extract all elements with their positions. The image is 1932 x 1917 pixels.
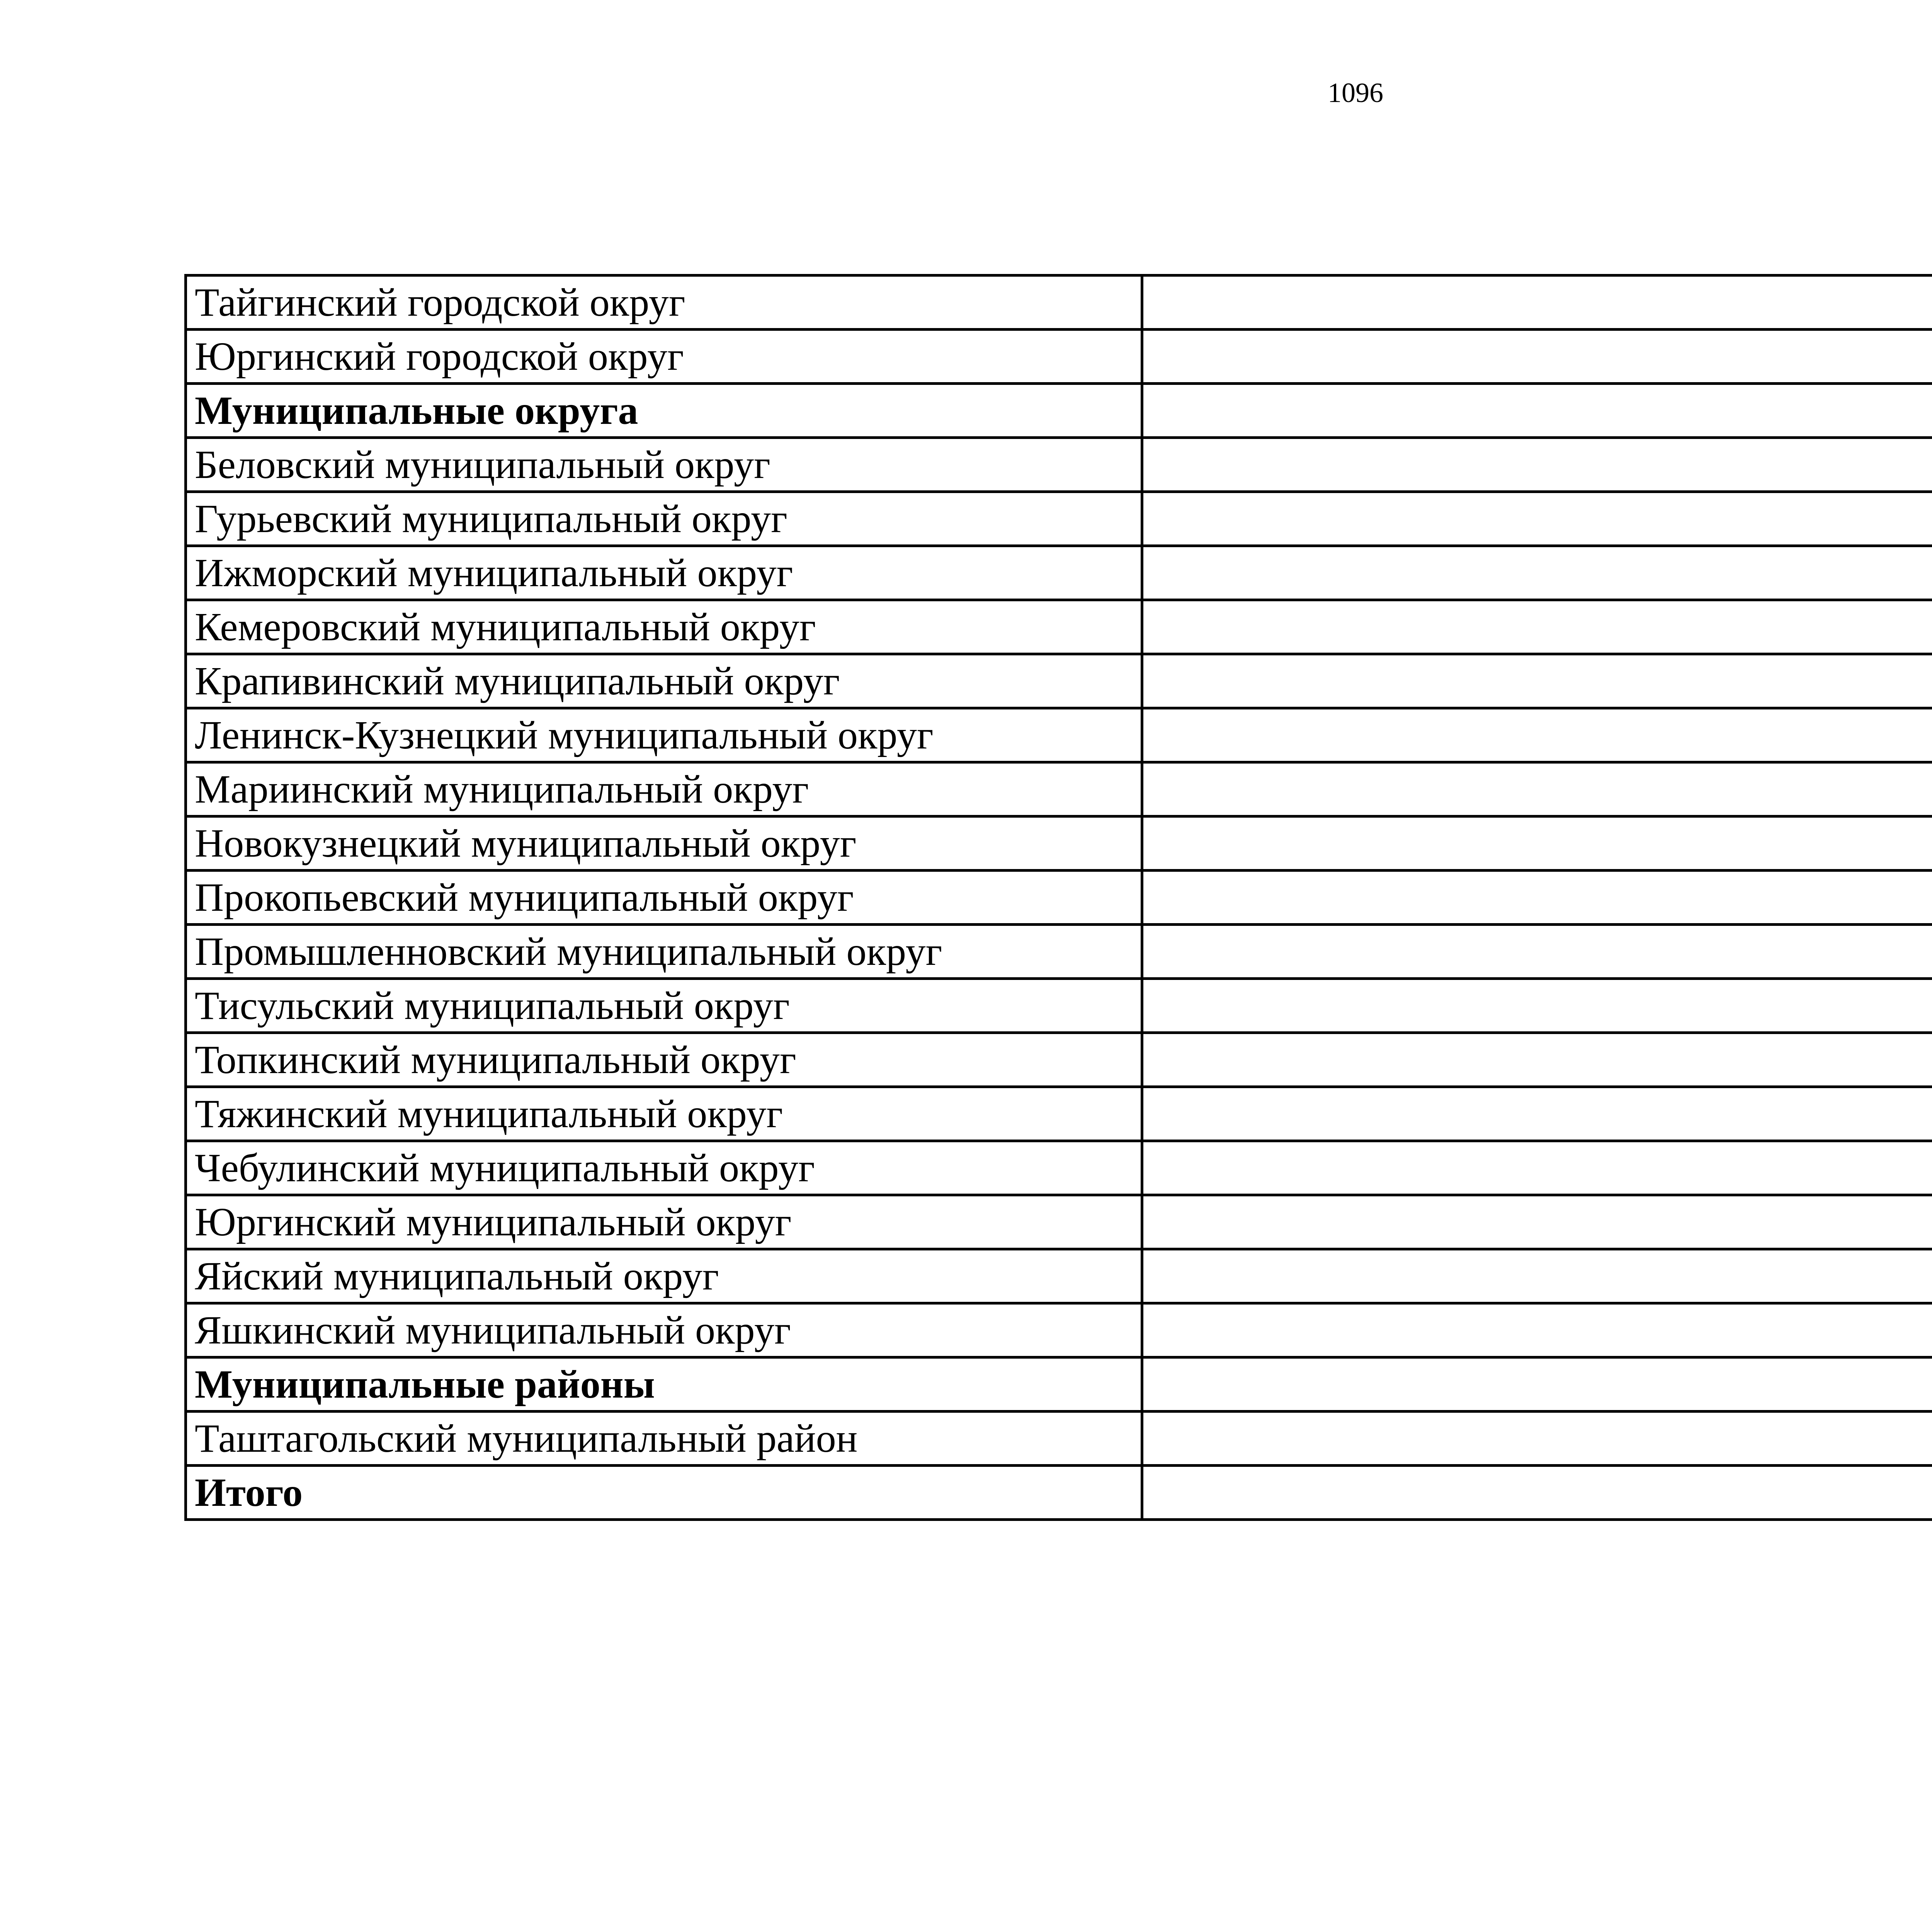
table-row xyxy=(186,276,1932,330)
municipality-name-cell: Ижморский муниципальный округ xyxy=(186,546,1142,600)
table-summary-row xyxy=(186,1357,1932,1412)
amount-cell xyxy=(1142,925,1932,979)
table-row xyxy=(186,438,1932,492)
allocation-table xyxy=(184,274,1932,1521)
table-row xyxy=(186,925,1932,979)
municipality-name-cell: Таштагольский муниципальный район xyxy=(186,1412,1142,1466)
table-row xyxy=(186,654,1932,708)
table-row xyxy=(186,1087,1932,1141)
municipality-name-cell: Крапивинский муниципальный округ xyxy=(186,654,1142,708)
table-body xyxy=(186,276,1932,1520)
municipality-name-cell: Новокузнецкий муниципальный округ xyxy=(186,816,1142,871)
amount-cell xyxy=(1142,600,1932,654)
table-row xyxy=(186,492,1932,546)
table-row xyxy=(186,871,1932,925)
table-row xyxy=(186,600,1932,654)
municipality-name-cell: Чебулинский муниципальный округ xyxy=(186,1141,1142,1195)
municipality-name-cell: Яшкинский муниципальный округ xyxy=(186,1303,1142,1357)
amount-cell xyxy=(1142,1249,1932,1303)
amount-cell xyxy=(1142,1303,1932,1357)
municipality-name-cell: Топкинский муниципальный округ xyxy=(186,1033,1142,1087)
municipality-name-cell: Прокопьевский муниципальный округ xyxy=(186,871,1142,925)
table-row xyxy=(186,979,1932,1033)
table-row xyxy=(186,1412,1932,1466)
table-row xyxy=(186,816,1932,871)
municipality-name-cell: Тисульский муниципальный округ xyxy=(186,979,1142,1033)
amount-cell xyxy=(1142,708,1932,762)
table-row xyxy=(186,1033,1932,1087)
amount-cell xyxy=(1142,654,1932,708)
amount-cell xyxy=(1142,330,1932,384)
amount-cell xyxy=(1142,1195,1932,1249)
municipality-name-cell: Юргинский городской округ xyxy=(186,330,1142,384)
table-row xyxy=(186,1195,1932,1249)
amount-cell xyxy=(1142,979,1932,1033)
amount-cell xyxy=(1142,384,1932,438)
municipality-name-cell: Тяжинский муниципальный округ xyxy=(186,1087,1142,1141)
amount-cell xyxy=(1142,816,1932,871)
table-row xyxy=(186,762,1932,816)
table-summary-row xyxy=(186,384,1932,438)
municipality-name-cell: Яйский муниципальный округ xyxy=(186,1249,1142,1303)
amount-cell xyxy=(1142,546,1932,600)
municipality-name-cell: Итого xyxy=(186,1466,1142,1520)
amount-cell xyxy=(1142,762,1932,816)
municipality-name-cell: Ленинск-Кузнецкий муниципальный округ xyxy=(186,708,1142,762)
amount-cell xyxy=(1142,438,1932,492)
amount-cell xyxy=(1142,1141,1932,1195)
municipality-name-cell: Беловский муниципальный округ xyxy=(186,438,1142,492)
municipality-name-cell: Юргинский муниципальный округ xyxy=(186,1195,1142,1249)
amount-cell xyxy=(1142,276,1932,330)
table-row xyxy=(186,708,1932,762)
municipality-name-cell: Муниципальные районы xyxy=(186,1357,1142,1412)
table-summary-row xyxy=(186,1466,1932,1520)
table-row xyxy=(186,1303,1932,1357)
amount-cell xyxy=(1142,492,1932,546)
table-row xyxy=(186,546,1932,600)
municipality-name-cell: Промышленновский муниципальный округ xyxy=(186,925,1142,979)
amount-cell xyxy=(1142,871,1932,925)
amount-cell xyxy=(1142,1466,1932,1520)
municipality-name-cell: Муниципальные округа xyxy=(186,384,1142,438)
table-row xyxy=(186,1249,1932,1303)
municipality-name-cell: Кемеровский муниципальный округ xyxy=(186,600,1142,654)
table-row xyxy=(186,330,1932,384)
municipality-name-cell: Тайгинский городской округ xyxy=(186,276,1142,330)
amount-cell xyxy=(1142,1412,1932,1466)
table-row xyxy=(186,1141,1932,1195)
municipality-name-cell: Мариинский муниципальный округ xyxy=(186,762,1142,816)
page-number: 1096 xyxy=(1328,77,1383,108)
amount-cell xyxy=(1142,1357,1932,1412)
municipality-name-cell: Гурьевский муниципальный округ xyxy=(186,492,1142,546)
amount-cell xyxy=(1142,1033,1932,1087)
amount-cell xyxy=(1142,1087,1932,1141)
